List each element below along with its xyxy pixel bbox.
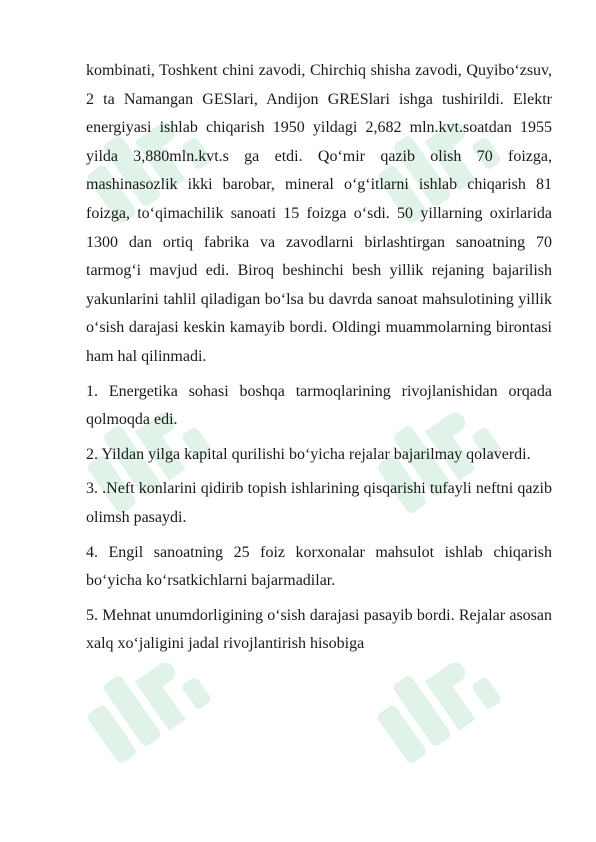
list-item: 5. Mehnat unumdorligining o‘sish darajasi pasayib bordi. Rejalar asosan xalq xo‘jaligini jadal rivojlantirish hisobiga [86, 606, 552, 653]
document-body [86, 57, 552, 665]
list-item: 3. .Neft konlarini qidirib topish ishlarining qisqarishi tufayli neftni qazib olimsh pasaydi. [86, 480, 552, 526]
list-item: 1. Energetika sohasi boshqa tarmoqlarining rivojlanishidan orqada qolmoqda edi. [86, 382, 552, 429]
list-item: 4. Engil sanoatning 25 foiz korxonalar mahsulot ishlab chiqarish bo‘yicha ko‘rsatkichlarni bajarmadilar. [86, 543, 552, 590]
body-paragraph: kombinati, Toshkent chini zavodi, Chirchiq shisha zavodi, Quyibo‘zsuv, 2 ta Namangan GESlari, Andijon GRESlari ishga tushirildi. Elektr energiyasi ishlab chiqarish 1950 yildagi 2,682 mln.kvt.soatdan 1955 yilda 3,880mln.kvt.s ga etdi. Qo‘mir qazib olish 70 foizga, mashinasozlik ikki barobar, mineral o‘g‘itlarni ishlab chiqarish 81 foizga, to‘qimachilik sanoati 15 foizga o‘sdi. 50 yillarning oxirlarida 1300 dan ortiq fabrika va zavodlarni birlashtirgan sanoatning 70 tarmog‘i mavjud edi. Biroq beshinchi besh yillik rejaning bajarilish yakunlarini tahlil qiladigan bo‘lsa bu davrda sanoat mahsulotining yillik o‘sish darajasi keskin kamayib bordi. Oldingi muammolarning birontasi ham hal qilinmadi. [86, 62, 552, 365]
list-item: 2. Yildan yilga kapital qurilishi bo‘yicha rejalar bajarilmay qolaverdi. [86, 445, 531, 463]
